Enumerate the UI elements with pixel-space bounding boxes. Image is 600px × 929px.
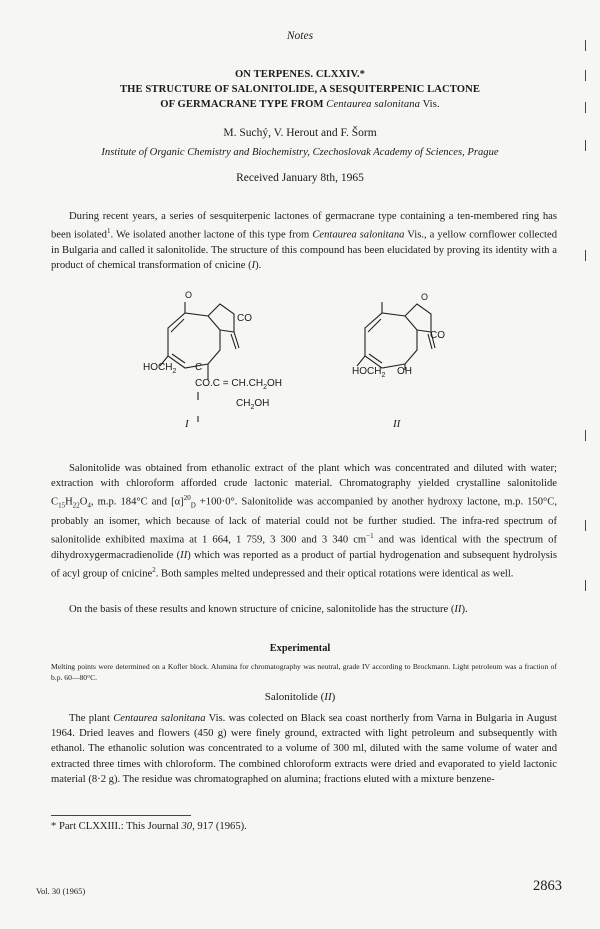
structure-ii-oh: OH xyxy=(397,366,412,377)
body-text-a: Salonitolide was obtained from ethanolic extract of the plant which was concentrated and diluted with water; extraction with chloroform afforded crude lactonic material. Chromatography yielded crystalline salonitolide C xyxy=(51,463,557,508)
formula-o-count: 4 xyxy=(87,502,91,511)
exp-text-b: Vis. was colected on Black sea coast northerly from Varna in Bulgaria in August 1964. Dried leaves and flowers (450 g) were finely ground, extracted with light petroleum and subsequently with ethanol. The ethanolic solution was concentrated to a volume of 300 ml, diluted with the same volume of water and extracted three times with chloroform. The combined chloroform extracts were dried and evaporated to yield lactonic material (8·2 g). The residue was chromatographed on alumina; fractions eluted with a mixture benzene- xyxy=(51,713,557,785)
formula-c: 15 xyxy=(58,502,66,511)
experimental-paragraph xyxy=(51,711,557,787)
title-line-1: ON TERPENES. CLXXIV.* xyxy=(234,69,366,80)
title-species: Centaurea salonitana xyxy=(326,99,421,110)
conclusion-compound-num: II xyxy=(454,604,462,615)
margin-mark xyxy=(585,70,586,81)
experimental-heading: Experimental xyxy=(269,643,331,654)
salonitolide-subheading: Salonitolide (II) xyxy=(264,691,336,703)
structure-i-side-chain: $CO.C = CH.CH_2OH$ xyxy=(195,378,282,391)
structure-ii-hoch2: $HOCH_2$ xyxy=(352,366,386,379)
structure-i-ch2oh: $CH_2OH$ xyxy=(236,398,270,411)
rotation-line: D xyxy=(190,502,196,511)
structure-i-co: CO xyxy=(237,313,252,324)
received-date: Received January 8th, 1965 xyxy=(236,172,364,184)
wavenumber-unit: −1 xyxy=(366,532,374,541)
formula-h-count: 22 xyxy=(72,502,80,511)
structure-i-hoch2: $HOCH_2$ xyxy=(143,362,177,375)
intro-text-b: . We isolated another lactone of this type from xyxy=(110,229,313,241)
body-text-d: and was identical with the spectrum of dihydroxygermacradienolide ( xyxy=(51,534,558,562)
title-authority: Vis. xyxy=(420,99,440,110)
running-title: Notes xyxy=(286,30,314,42)
body-text-e: ) which was reported as a product of partial hydrogenation and subsequent hydrolysis of acyl group of cnicine xyxy=(51,550,557,580)
intro-compound-num: I xyxy=(251,260,256,272)
conclusion-text-a: On the basis of these results and known structure of cnicine, salonitolide has the structure ( xyxy=(69,604,455,615)
structure-ii-ring-o: O xyxy=(421,292,429,302)
structure-i-ring-o: O xyxy=(185,290,193,300)
structure-ii-label: II xyxy=(393,418,401,430)
body-text-f: . Both samples melted undepressed and their optical rotations were identical as well. xyxy=(155,568,514,580)
body-paragraph-2 xyxy=(51,602,557,617)
body-text-b: , m.p. 184°C and [α] xyxy=(90,496,184,508)
formula-h: H xyxy=(65,496,73,508)
title-line-2: THE STRUCTURE OF SALONITOLIDE, A SESQUITERPENIC LACTONE xyxy=(120,84,480,95)
body-compound-num: II xyxy=(180,550,188,562)
ref-2: 2 xyxy=(152,566,156,575)
title-line-3 xyxy=(0,97,600,112)
margin-mark xyxy=(585,140,586,151)
ref-1: 1 xyxy=(106,227,111,236)
intro-species: Centaurea salonitana xyxy=(312,229,405,241)
intro-text-d: ). xyxy=(255,260,262,272)
conclusion-text-b: ). xyxy=(461,604,468,615)
formula-o: O xyxy=(79,496,88,508)
footnote: * Part CLXXIII.: This Journal 30, 917 (1965). xyxy=(51,821,247,832)
structure-i-c-atom: C xyxy=(195,362,203,373)
margin-mark xyxy=(585,430,586,441)
intro-text-a: During recent years, a series of sesquiterpenic lactones of germacrane type containing a ten-membered ring has been isolated xyxy=(51,211,557,241)
margin-mark xyxy=(585,40,586,51)
margin-mark xyxy=(585,520,586,531)
title-line-3-prefix: OF GERMACRANE TYPE FROM xyxy=(160,99,327,110)
institution: Institute of Organic Chemistry and Biochemistry, Czechoslovak Academy of Sciences, Prague xyxy=(101,147,499,158)
body-text-c: +100·0°. Salonitolide was accompanied by another hydroxy lactone, m.p. 150°C, probably an isomer, which because of lack of material could not be further studied. The infra-red spectrum of salonitolide exhibited maxima at 1 664, 1 759, 3 300 and 3 340 cm xyxy=(51,496,557,546)
intro-text-c: Vis., a yellow cornflower collected in Bulgaria and called it salonitolide. The structure of this compound has been elucidated by proving its identity with a product of chemical transformation of cnicine ( xyxy=(51,229,557,272)
rotation-temp: 20 xyxy=(183,494,191,503)
exp-species: Centaurea salonitana xyxy=(113,713,206,724)
body-paragraph-1 xyxy=(51,461,557,582)
footnote-rule xyxy=(51,815,191,816)
authors: M. Suchý, V. Herout and F. Šorm xyxy=(223,127,377,139)
margin-mark xyxy=(585,580,586,591)
structure-i-label: I xyxy=(185,418,189,430)
experimental-note: Melting points were determined on a Kofler block. Alumina for chromatography was neutral, grade IV according to Brockmann. Light petroleum was a fraction of b.p. 60—80°C. xyxy=(51,662,557,682)
exp-text-a: The plant xyxy=(69,713,114,724)
margin-mark xyxy=(585,102,586,113)
page-number: 2863 xyxy=(533,878,562,894)
intro-paragraph xyxy=(51,209,557,273)
volume-label: Vol. 30 (1965) xyxy=(36,886,86,896)
structure-ii-co: CO xyxy=(430,330,445,341)
margin-mark xyxy=(585,250,586,261)
